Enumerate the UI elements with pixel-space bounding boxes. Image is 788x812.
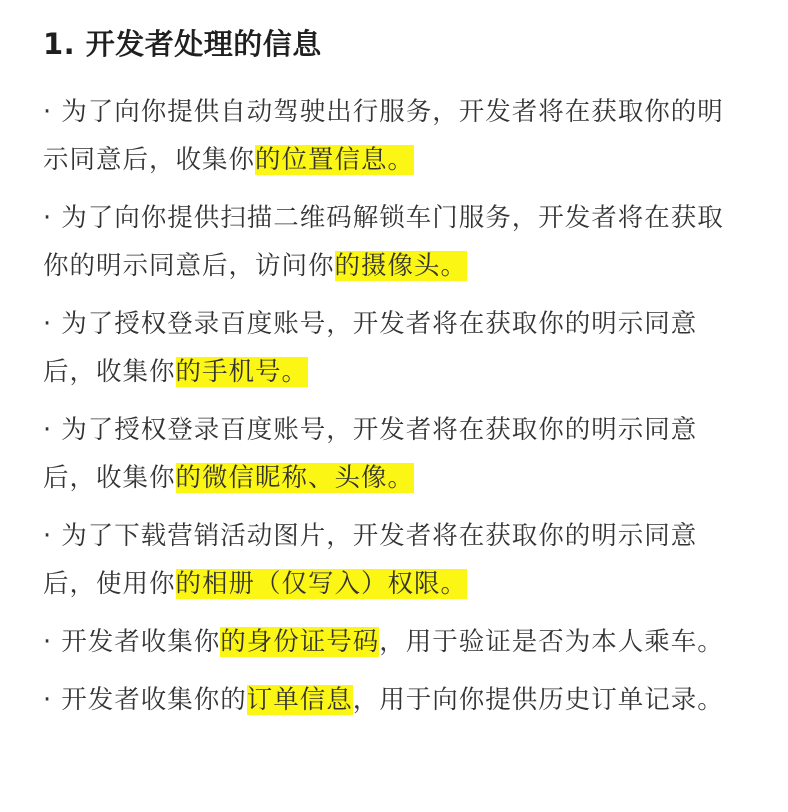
highlighted-text: 的摄像头。 [334,251,468,281]
section-title: 1. 开发者处理的信息 [43,27,322,61]
highlighted-text: 的手机号。 [175,357,309,387]
highlighted-text: 的微信昵称、头像。 [175,463,415,493]
item-text: · 为了授权登录百度账号，开发者将在获取你的明示同意后，收集你 [43,415,698,493]
item-text-tail: ，用于向你提供历史订单记录。 [352,685,724,715]
list-item-camera [43,194,744,290]
item-text: · 为了向你提供自动驾驶出行服务，开发者将在获取你的明示同意后，收集你 [43,97,724,175]
info-list [43,88,744,724]
item-text-tail: ，用于验证是否为本人乘车。 [379,627,724,657]
list-item-location [43,88,744,184]
item-text: · 为了向你提供扫描二维码解锁车门服务，开发者将在获取你的明示同意后，访问你 [43,203,724,281]
highlighted-text: 的位置信息。 [255,145,415,175]
item-text: · 开发者收集你 [43,627,221,657]
list-item-phone-number [43,300,744,396]
list-item-order-info [43,676,744,724]
highlighted-text: 的身份证号码 [220,627,380,657]
item-text: · 开发者收集你的 [43,685,247,715]
list-item-id-number [43,618,744,666]
list-item-wechat-profile [43,406,744,502]
highlighted-text: 订单信息 [246,685,353,715]
list-item-album [43,512,744,608]
item-text: · 为了下载营销活动图片，开发者将在获取你的明示同意后，使用你 [43,521,698,599]
highlighted-text: 的相册（仅写入）权限。 [175,569,468,599]
item-text: · 为了授权登录百度账号，开发者将在获取你的明示同意后，收集你 [43,309,698,387]
